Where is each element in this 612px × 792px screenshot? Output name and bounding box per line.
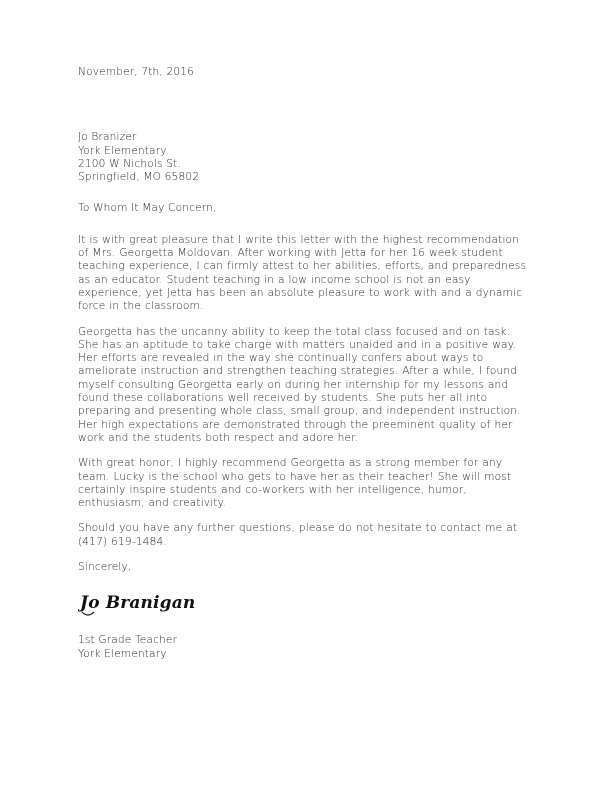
letter-date: November, 7th, 2016 <box>78 66 194 78</box>
body-paragraph-1: It is with great pleasure that I write this letter with the highest recommendation of Mrs. Georgetta Moldovan. After working with Jetta for her 16 week student teaching experience, I can firmly attest to her abilities, efforts, and preparedness as an educator. Student teaching in a low income school is not an easy experience, yet Jetta has been an absolute pleasure to work with and a dynamic force in the classroom. <box>78 233 527 313</box>
signer-title: 1st Grade Teacher <box>78 634 178 647</box>
sender-name: Jo Branizer <box>78 131 137 144</box>
sender-school: York Elementary <box>78 144 167 157</box>
body-paragraph-3: With great honor, I highly recommend Georgetta as a strong member for any team. Lucky is the school who gets to have her as their teacher! She will most certainly inspire students and co-workers with her intelligence, humor, enthusiasm, and creativity. <box>78 457 512 510</box>
handwritten-signature <box>78 582 530 620</box>
body-paragraph-2: Georgetta has the uncanny ability to keep the total class focused and on task. She has an aptitude to take charge with matters unaided and in a positive way. Her efforts are revealed in the way she continually confers about ways to ameliorate instruction and strengthen teaching strategies. After a while, I found myself consulting Georgetta early on during her internship for my lessons and found these collaborations well received by students. She puts her all into preparing and presenting whole class, small group, and independent instruction. Her high expectations are demonstrated through the preeminent quality of her work and the students both respect and adore her. <box>78 325 521 444</box>
sender-city: Springfield, MO 65802 <box>78 171 200 184</box>
signature-text: Jo Branigan <box>80 593 196 614</box>
sender-address <box>78 131 530 184</box>
recommendation-letter <box>78 66 530 661</box>
signer-block <box>78 634 530 661</box>
salutation: To Whom It May Concern, <box>78 202 217 215</box>
body-paragraph-4: Should you have any further questions, please do not hesitate to contact me at (417) 619-1484. <box>78 522 518 548</box>
signer-school: York Elementary <box>78 647 167 660</box>
sender-street: 2100 W Nichols St. <box>78 157 181 170</box>
closing: Sincerely, <box>78 561 132 574</box>
signature-graphic <box>78 582 278 620</box>
